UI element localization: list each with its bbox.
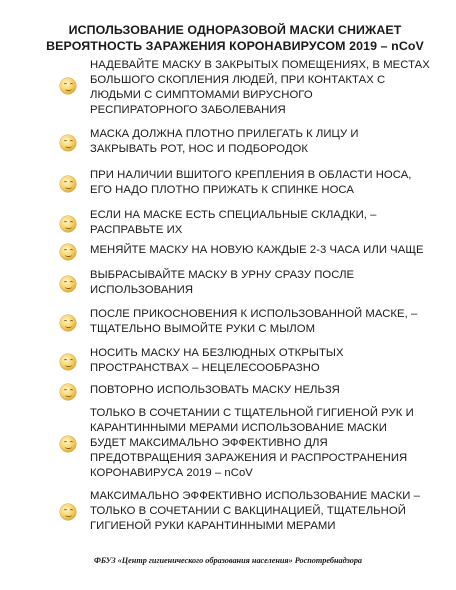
smiley-mouth xyxy=(65,285,72,289)
smiley-mouth xyxy=(65,324,72,328)
list-item-line: РЕСПИРАТОРНОГО ЗАБОЛЕВАНИЯ xyxy=(90,104,286,116)
list-item-line: ПРОСТРАНСТВАХ – НЕЦЕЛЕСООБРАЗНО xyxy=(90,362,320,374)
smiley-mouth xyxy=(65,393,72,397)
list-item-line: ВЫБРАСЫВАЙТЕ МАСКУ В УРНУ СРАЗУ ПОСЛЕ xyxy=(90,269,355,281)
list-item-line: ПРИ НАЛИЧИИ ВШИТОГО КРЕПЛЕНИЯ В ОБЛАСТИ НОСА, xyxy=(90,169,412,181)
list-item-line: ЛЮДЬМИ С СИМПТОМАМИ ВИРУСНОГО xyxy=(90,89,313,101)
smiley-face-icon xyxy=(60,244,76,260)
list-item-line: НАДЕВАЙТЕ МАСКУ В ЗАКРЫТЫХ ПОМЕЩЕНИЯХ, В МЕСТАХ xyxy=(90,59,430,71)
smiley-mouth xyxy=(65,513,72,517)
list-item-line: ЗАКРЫВАТЬ РОТ, НОС И ПОДБОРОДОК xyxy=(90,143,309,155)
list-item-line: МАКСИМАЛЬНО ЭФФЕКТИВНО ИСПОЛЬЗОВАНИЕ МАСКИ – xyxy=(90,490,420,502)
smiley-mouth xyxy=(65,87,72,91)
list-item xyxy=(90,168,450,198)
title-line-2: ВЕРОЯТНОСТЬ ЗАРАЖЕНИЯ КОРОНАВИРУСОМ 2019 – nCoV xyxy=(46,39,424,53)
list-item-text xyxy=(90,383,450,398)
smiley-mouth xyxy=(65,144,72,148)
smiley-face-icon xyxy=(60,354,76,370)
smiley-face-icon xyxy=(60,384,76,400)
list-item-line: КАРАНТИННЫМИ МЕРАМИ ИСПОЛЬЗОВАНИЕ МАСКИ xyxy=(90,422,387,434)
smiley-face-icon xyxy=(60,216,76,232)
list-item-line: ЕСЛИ НА МАСКЕ ЕСТЬ СПЕЦИАЛЬНЫЕ СКЛАДКИ, – xyxy=(90,209,377,221)
smiley-mouth xyxy=(65,225,72,229)
list-item-line: МЕНЯЙТЕ МАСКУ НА НОВУЮ КАЖДЫЕ 2-3 ЧАСА ИЛИ ЧАЩЕ xyxy=(90,244,424,256)
footer-credit: ФБУЗ «Центр гигиенического образования населения» Роспотребнадзора xyxy=(93,556,363,565)
list-item-text xyxy=(90,307,450,337)
list-item xyxy=(90,489,450,534)
list-item-text xyxy=(90,243,450,258)
smiley-face-icon xyxy=(60,176,76,192)
list-item xyxy=(90,208,450,238)
list-item-line: ПРЕДОТВРАЩЕНИЯ ЗАРАЖЕНИЯ И РАСПРОСТРАНЕНИЯ xyxy=(90,452,408,464)
smiley-mouth xyxy=(65,445,72,449)
list-item-line: НОСИТЬ МАСКУ НА БЕЗЛЮДНЫХ ОТКРЫТЫХ xyxy=(90,347,344,359)
list-item-line: ГИГИЕНОЙ РУКИ КАРАНТИННЫМИ МЕРАМИ xyxy=(90,520,336,532)
list-item xyxy=(90,127,450,157)
list-item-line: БУДЕТ МАКСИМАЛЬНО ЭФФЕКТИВНО ДЛЯ xyxy=(90,437,328,449)
smiley-face-icon xyxy=(60,135,76,151)
list-item-line: ТЩАТЕЛЬНО ВЫМОЙТЕ РУКИ С МЫЛОМ xyxy=(90,323,316,335)
list-item-line: МАСКА ДОЛЖНА ПЛОТНО ПРИЛЕГАТЬ К ЛИЦУ И xyxy=(90,128,359,140)
list-item xyxy=(90,346,450,376)
list-item xyxy=(90,243,450,258)
smiley-face-icon xyxy=(60,436,76,452)
list-item-text xyxy=(90,489,450,534)
list-item-text xyxy=(90,346,450,376)
list-item-text xyxy=(90,406,450,481)
smiley-mouth xyxy=(65,253,72,257)
smiley-face-icon xyxy=(60,504,76,520)
smiley-face-icon xyxy=(60,315,76,331)
list-item xyxy=(90,307,450,337)
list-item-text xyxy=(90,127,450,157)
list-item-line: ПОСЛЕ ПРИКОСНОВЕНИЯ К ИСПОЛЬЗОВАННОЙ МАСКЕ, – xyxy=(90,308,418,320)
smiley-mouth xyxy=(65,363,72,367)
list-item xyxy=(90,406,450,481)
list-item-line: КОРОНАВИРУСА 2019 – nCoV xyxy=(90,467,253,479)
list-item-line: ЕГО НАДО ПЛОТНО ПРИЖАТЬ К СПИНКЕ НОСА xyxy=(90,184,354,196)
list-item-text xyxy=(90,58,450,118)
list-item-line: ИСПОЛЬЗОВАНИЯ xyxy=(90,284,194,296)
smiley-mouth xyxy=(65,185,72,189)
list-item-text xyxy=(90,268,450,298)
list-item-text xyxy=(90,208,450,238)
title-line-1: ИСПОЛЬЗОВАНИЕ ОДНОРАЗОВОЙ МАСКИ СНИЖАЕТ xyxy=(68,23,402,37)
list-item xyxy=(90,383,450,398)
list-item-line: ТОЛЬКО В СОЧЕТАНИИ С ВАКЦИНАЦИЕЙ, ТЩАТЕЛЬНОЙ xyxy=(90,505,406,517)
list-item-line: ПОВТОРНО ИСПОЛЬЗОВАТЬ МАСКУ НЕЛЬЗЯ xyxy=(90,384,340,396)
smiley-face-icon xyxy=(60,78,76,94)
smiley-face-icon xyxy=(60,276,76,292)
list-item xyxy=(90,58,450,118)
list-item xyxy=(90,268,450,298)
list-item-line: БОЛЬШОГО СКОПЛЕНИЯ ЛЮДЕЙ, ПРИ КОНТАКТАХ С xyxy=(90,74,386,86)
list-item-line: ТОЛЬКО В СОЧЕТАНИИ С ТЩАТЕЛЬНОЙ ГИГИЕНОЙ РУК И xyxy=(90,407,414,419)
list-item-line: РАСПРАВЬТЕ ИХ xyxy=(90,224,183,236)
list-item-text xyxy=(90,168,450,198)
